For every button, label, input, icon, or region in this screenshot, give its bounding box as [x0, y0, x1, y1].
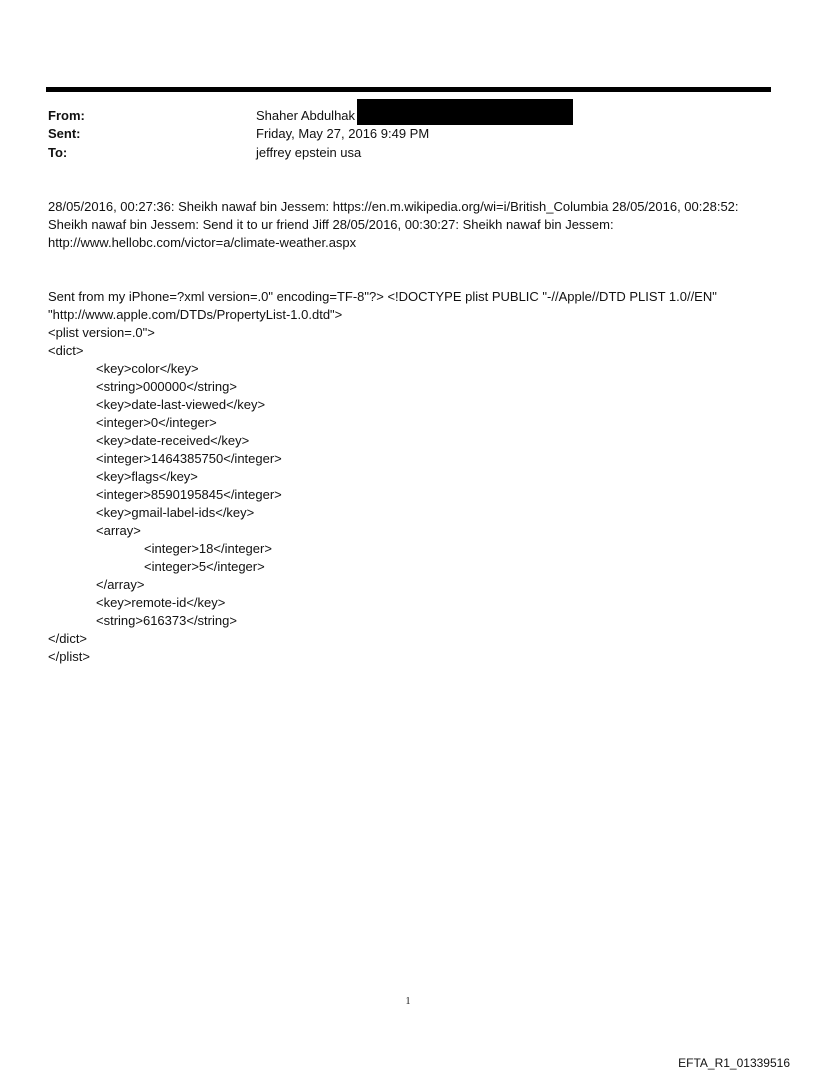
plist-line: <key>date-received</key> [96, 433, 250, 448]
plist-line: <string>616373</string> [96, 613, 237, 628]
plist-line: <array> [96, 523, 141, 538]
sent-label: Sent: [48, 126, 81, 141]
plist-line: <plist version=.0"> [48, 325, 155, 340]
signature-paragraph: Sent from my iPhone=?xml version=.0" encoding=TF-8"?> <!DOCTYPE plist PUBLIC "-//Apple//DTD PLIST 1.0//EN" "http://www.apple.com/DTDs/PropertyList-1.0.dtd"> [48, 289, 717, 322]
plist-line: <key>remote-id</key> [96, 595, 226, 610]
plist-line: <key>gmail-label-ids</key> [96, 505, 255, 520]
plist-line: </array> [96, 577, 145, 592]
plist-line: <integer>18</integer> [144, 541, 272, 556]
from-label: From: [48, 108, 85, 123]
plist-line: </plist> [48, 649, 90, 664]
sent-value: Friday, May 27, 2016 9:49 PM [256, 126, 430, 141]
page-number: 1 [405, 996, 411, 1007]
plist-line: <integer>5</integer> [144, 559, 265, 574]
plist-line: <integer>0</integer> [96, 415, 217, 430]
plist-line: <key>flags</key> [96, 469, 198, 484]
redaction-block [357, 99, 573, 125]
message-paragraph: 28/05/2016, 00:27:36: Sheikh nawaf bin Jessem: https://en.m.wikipedia.org/wi=i/British_Columbia 28/05/2016, 00:28:52: Sheikh nawaf bin Jessem: Send it to ur friend Jiff 28/05/2016, 00:30:27: Sheikh nawaf bin Jessem: http://www.hellobc.com/victor=a/climate-weather.aspx [48, 199, 739, 250]
to-label: To: [48, 145, 68, 160]
from-value: Shaher Abdulhak [256, 108, 356, 123]
header-rule [46, 87, 771, 92]
document-id: EFTA_R1_01339516 [678, 1056, 790, 1070]
plist-line: <key>date-last-viewed</key> [96, 397, 266, 412]
plist-line: <dict> [48, 343, 84, 358]
plist-line: <integer>8590195845</integer> [96, 487, 282, 502]
plist-line: <integer>1464385750</integer> [96, 451, 282, 466]
plist-line: </dict> [48, 631, 88, 646]
to-value: jeffrey epstein usa [256, 145, 362, 160]
plist-line: <string>000000</string> [96, 379, 237, 394]
plist-line: <key>color</key> [96, 361, 199, 376]
